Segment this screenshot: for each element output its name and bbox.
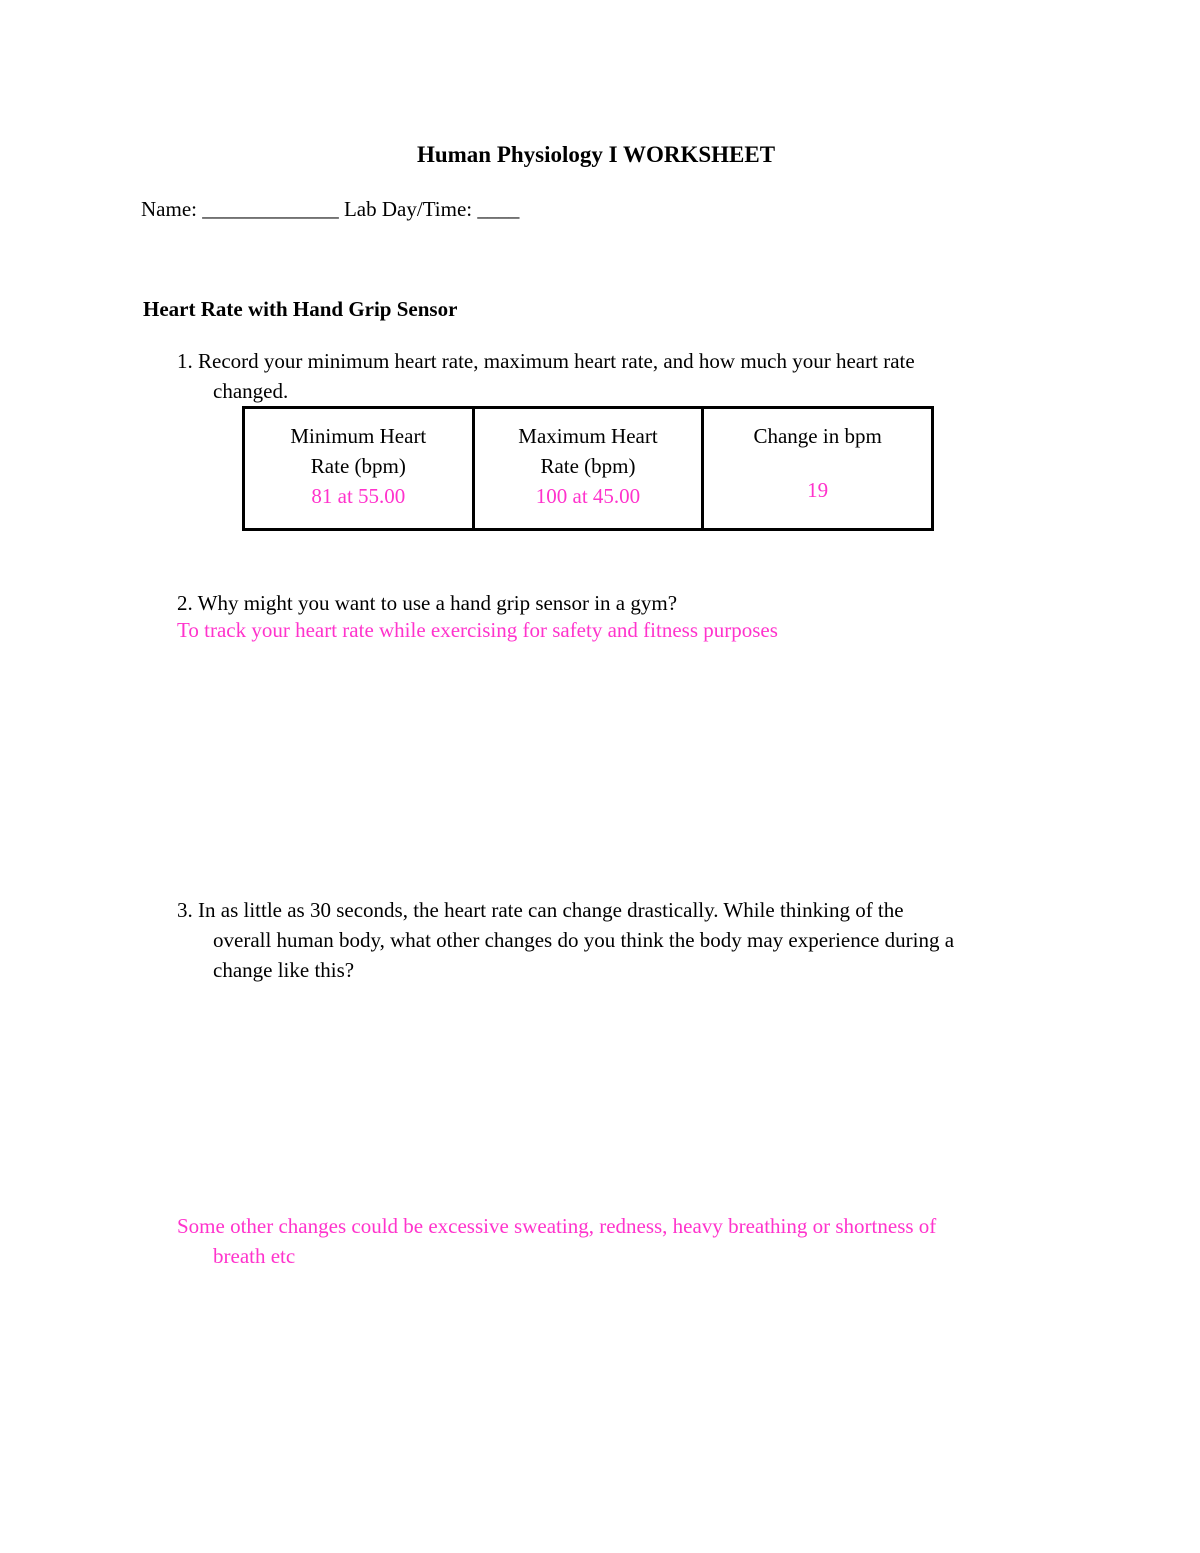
answer-3-line-2: breath etc xyxy=(213,1244,296,1268)
heart-rate-table xyxy=(242,406,934,531)
worksheet-title: Human Physiology I WORKSHEET xyxy=(416,142,776,167)
section-heading: Heart Rate with Hand Grip Sensor xyxy=(143,297,458,321)
question-3-line-2: overall human body, what other changes do you think the body may experience during a xyxy=(213,928,955,952)
change-bpm-value: 19 xyxy=(807,478,829,502)
min-heart-rate-label-1: Minimum Heart xyxy=(290,424,427,448)
change-bpm-label: Change in bpm xyxy=(753,424,882,448)
max-heart-rate-cell xyxy=(473,408,703,530)
name-labday-line: Name: _____________ Lab Day/Time: ____ xyxy=(141,197,520,221)
question-3-line-3: change like this? xyxy=(213,958,355,982)
question-1-line-1: 1. Record your minimum heart rate, maximum heart rate, and how much your heart rate xyxy=(177,349,915,373)
min-heart-rate-value: 81 at 55.00 xyxy=(311,484,406,508)
answer-3-line-1: Some other changes could be excessive sweating, redness, heavy breathing or shortness of xyxy=(177,1214,937,1238)
min-heart-rate-cell xyxy=(244,408,474,530)
question-1-line-2: changed. xyxy=(213,379,289,403)
question-2: 2. Why might you want to use a hand grip sensor in a gym? xyxy=(177,591,678,615)
min-heart-rate-label-2: Rate (bpm) xyxy=(310,454,406,478)
table-row xyxy=(244,408,933,530)
change-bpm-cell xyxy=(703,408,933,530)
max-heart-rate-label-2: Rate (bpm) xyxy=(540,454,636,478)
question-3-line-1: 3. In as little as 30 seconds, the heart rate can change drastically. While thinking of the xyxy=(177,898,904,922)
max-heart-rate-label-1: Maximum Heart xyxy=(518,424,658,448)
max-heart-rate-value: 100 at 45.00 xyxy=(535,484,641,508)
answer-2: To track your heart rate while exercising for safety and fitness purposes xyxy=(177,618,778,642)
